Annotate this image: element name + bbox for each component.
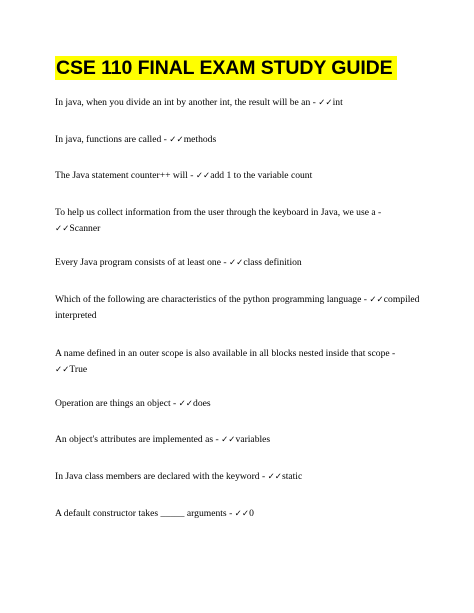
qa-item-3	[55, 168, 425, 184]
question-text: Which of the following are characteristics of the python programming language -	[55, 294, 370, 305]
qa-item-2	[55, 132, 425, 148]
qa-item-8	[55, 396, 425, 412]
answer-text: Scanner	[69, 223, 101, 234]
double-check-icon: ✓✓	[267, 472, 282, 482]
double-check-icon: ✓✓	[318, 98, 333, 108]
question-text: Every Java program consists of at least one -	[55, 257, 229, 268]
double-check-icon: ✓✓	[169, 135, 184, 145]
qa-item-7	[55, 346, 400, 378]
answer-text: True	[69, 364, 88, 375]
answer-text: does	[193, 398, 211, 409]
page-title: CSE 110 FINAL EXAM STUDY GUIDE	[55, 56, 397, 80]
answer-text: variables	[235, 434, 271, 445]
double-check-icon: ✓✓	[195, 171, 211, 181]
qa-item-1	[55, 95, 425, 111]
question-text: In java, functions are called -	[55, 134, 170, 145]
double-check-icon: ✓✓	[178, 399, 194, 409]
title-bar	[55, 56, 419, 80]
question-text: In java, when you divide an int by another int, the result will be an -	[55, 97, 319, 108]
qa-item-4	[55, 205, 400, 237]
answer-text: add 1 to the variable count	[210, 170, 313, 181]
question-text: An object's attributes are implemented as -	[55, 434, 222, 445]
question-text: A default constructor takes _____ arguments -	[55, 508, 235, 519]
double-check-icon: ✓✓	[234, 509, 250, 519]
qa-item-6	[55, 292, 450, 324]
answer-text: static	[281, 471, 303, 482]
question-text: Operation are things an object -	[55, 398, 179, 409]
question-text: The Java statement counter++ will -	[55, 170, 196, 181]
question-text: In Java class members are declared with the keyword -	[55, 471, 268, 482]
double-check-icon: ✓✓	[55, 365, 70, 375]
qa-item-5	[55, 255, 425, 271]
answer-text: 0	[249, 508, 254, 519]
answer-text: class definition	[243, 257, 302, 268]
double-check-icon: ✓✓	[55, 224, 70, 234]
answer-text: compiled interpreted	[55, 294, 420, 321]
answer-text: int	[332, 97, 343, 108]
qa-item-10	[55, 469, 425, 485]
question-text: A name defined in an outer scope is also available in all blocks nested inside that scope -	[55, 348, 396, 359]
question-text: To help us collect information from the user through the keyboard in Java, we use a -	[55, 207, 382, 218]
double-check-icon: ✓✓	[369, 295, 384, 305]
qa-item-9	[55, 432, 425, 448]
double-check-icon: ✓✓	[228, 258, 244, 268]
answer-text: methods	[183, 134, 217, 145]
double-check-icon: ✓✓	[221, 435, 236, 445]
qa-item-11	[55, 506, 425, 522]
